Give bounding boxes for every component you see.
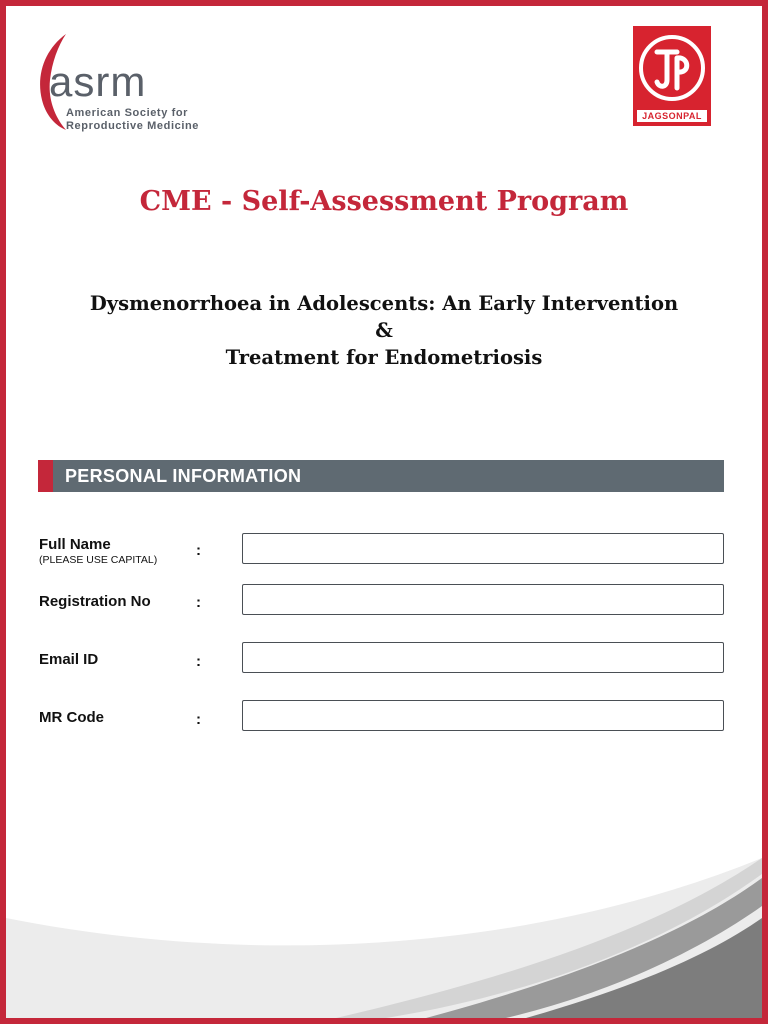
topic-ampersand: & — [375, 319, 393, 342]
page-title: CME - Self-Assessment Program — [139, 186, 629, 217]
asrm-org-line2: Reproductive Medicine — [66, 120, 200, 132]
registration-no-label: Registration No — [39, 593, 151, 610]
registration-no-colon: : — [196, 594, 201, 611]
full-name-colon: : — [196, 542, 201, 559]
topic-line2: Treatment for Endometriosis — [225, 346, 543, 369]
email-id-colon: : — [196, 653, 201, 670]
mr-code-label: MR Code — [39, 709, 104, 726]
full-name-label: Full Name — [39, 536, 111, 553]
decorative-swoosh — [6, 6, 762, 1018]
asrm-org-line1: American Society for — [66, 107, 189, 119]
section-title: PERSONAL INFORMATION — [65, 466, 302, 486]
email-id-label: Email ID — [39, 651, 99, 668]
full-name-hint: (PLEASE USE CAPITAL) — [39, 554, 158, 566]
topic-line1: Dysmenorrhoea in Adolescents: An Early Intervention — [89, 292, 679, 315]
asrm-wordmark: asrm — [49, 58, 147, 105]
mr-code-colon: : — [196, 711, 201, 728]
jagsonpal-label: JAGSONPAL — [637, 110, 707, 122]
